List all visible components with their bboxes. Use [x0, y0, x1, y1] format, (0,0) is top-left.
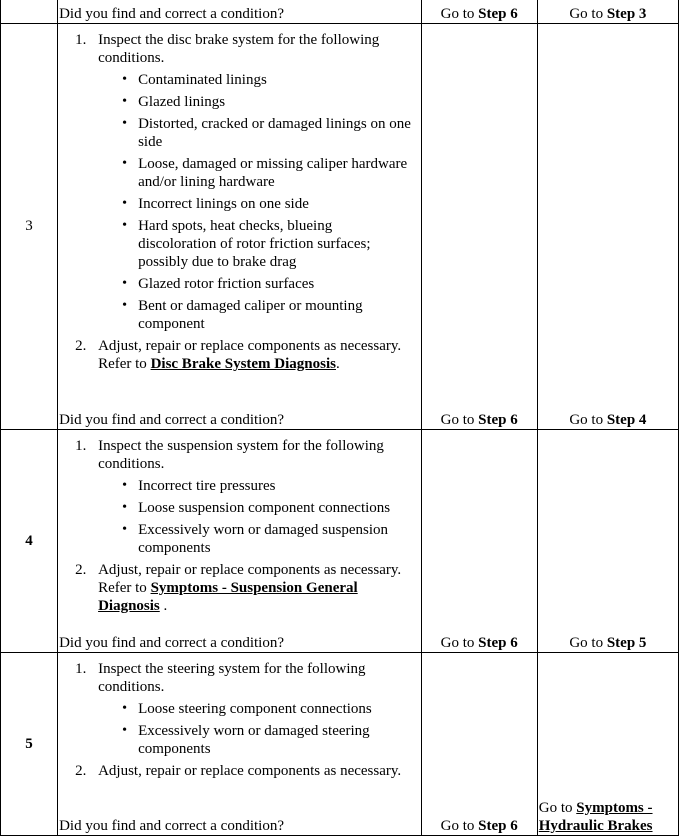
item-tail: .: [335, 356, 340, 372]
list-item: [98, 762, 421, 780]
list-item: [98, 337, 421, 373]
bullet-item: • Bent or damaged caliper or mounting component: [138, 297, 413, 333]
item-text: Adjust, repair or replace components as necessary. Refer to: [98, 338, 402, 372]
table-row-step-4: [1, 430, 679, 653]
yes-step-link[interactable]: Step 6: [478, 635, 518, 651]
bullet-item: • Excessively worn or damaged suspension components: [138, 521, 413, 557]
condition-list: [98, 477, 413, 557]
list-item: [98, 561, 421, 615]
item-text: Adjust, repair or replace components as necessary. Refer to: [98, 562, 402, 596]
yes-cell: [421, 0, 537, 24]
yes-prefix: Go to: [440, 412, 479, 428]
item-text: Inspect the steering system for the following conditions.: [98, 661, 366, 695]
yes-step-link[interactable]: Step 6: [478, 818, 518, 834]
question-text: Did you find and correct a condition?: [59, 818, 285, 834]
action-cell: [58, 0, 422, 24]
bullet-item: • Excessively worn or damaged steering components: [138, 722, 413, 758]
table-row-step-2: [1, 0, 679, 24]
no-prefix: Go to: [569, 6, 607, 22]
no-prefix: Go to: [569, 412, 607, 428]
action-cell: [58, 430, 422, 653]
bullet-item: • Loose suspension component connections: [138, 499, 413, 517]
disc-brake-diagnosis-link[interactable]: Disc Brake System Diagnosis: [150, 356, 336, 372]
hydraulic-brakes-link[interactable]: Symptoms - Hydraulic Brakes: [538, 800, 653, 834]
item-text: Adjust, repair or replace components as necessary.: [98, 763, 402, 779]
bullet-item: • Contaminated linings: [138, 71, 413, 89]
condition-list: [98, 700, 413, 758]
action-cell: [58, 24, 422, 430]
yes-cell: [421, 653, 537, 836]
yes-prefix: Go to: [440, 6, 479, 22]
item-text: Inspect the suspension system for the following conditions.: [98, 438, 384, 472]
item-tail: .: [159, 598, 168, 614]
action-list: [58, 24, 421, 373]
question-text: Did you find and correct a condition?: [59, 635, 285, 651]
no-cell: [537, 24, 678, 430]
bullet-item: • Loose steering component connections: [138, 700, 413, 718]
list-item: [98, 31, 421, 333]
bullet-item: • Loose, damaged or missing caliper hardware and/or lining hardware: [138, 155, 413, 191]
bullet-item: • Hard spots, heat checks, blueing discoloration of rotor friction surfaces; possibly due to brake drag: [138, 217, 413, 271]
action-list: [58, 430, 421, 615]
condition-list: [98, 71, 413, 333]
step-number-cell: [1, 0, 58, 24]
no-step-link[interactable]: Step 3: [606, 6, 647, 22]
yes-prefix: Go to: [440, 635, 479, 651]
bullet-item: • Incorrect tire pressures: [138, 477, 413, 495]
table-row-step-5: [1, 653, 679, 836]
question-text: Did you find and correct a condition?: [59, 6, 285, 22]
action-cell: [58, 653, 422, 836]
yes-cell: [421, 430, 537, 653]
suspension-diagnosis-link[interactable]: Symptoms - Suspension General Diagnosis: [98, 580, 358, 614]
no-step-link[interactable]: Step 4: [606, 412, 647, 428]
bullet-item: • Incorrect linings on one side: [138, 195, 413, 213]
bullet-item: • Glazed linings: [138, 93, 413, 111]
no-prefix: Go to: [538, 800, 577, 816]
step-number: 5: [1, 653, 58, 836]
no-prefix: Go to: [569, 635, 607, 651]
no-cell: [537, 0, 678, 24]
list-item: [98, 437, 421, 557]
yes-cell: [421, 24, 537, 430]
item-text: Inspect the disc brake system for the following conditions.: [98, 32, 380, 66]
step-number: 4: [1, 430, 58, 653]
yes-step-link[interactable]: Step 6: [478, 6, 518, 22]
no-cell: [537, 430, 678, 653]
bullet-item: • Distorted, cracked or damaged linings on one side: [138, 115, 413, 151]
no-step-link[interactable]: Step 5: [606, 635, 647, 651]
action-list: [58, 653, 421, 780]
table-row-step-3: [1, 24, 679, 430]
bullet-item: • Glazed rotor friction surfaces: [138, 275, 413, 293]
question-text: Did you find and correct a condition?: [59, 412, 285, 428]
yes-prefix: Go to: [440, 818, 479, 834]
yes-step-link[interactable]: Step 6: [478, 412, 518, 428]
step-number: 3: [1, 24, 58, 430]
no-cell: [537, 653, 678, 836]
list-item: [98, 660, 421, 758]
